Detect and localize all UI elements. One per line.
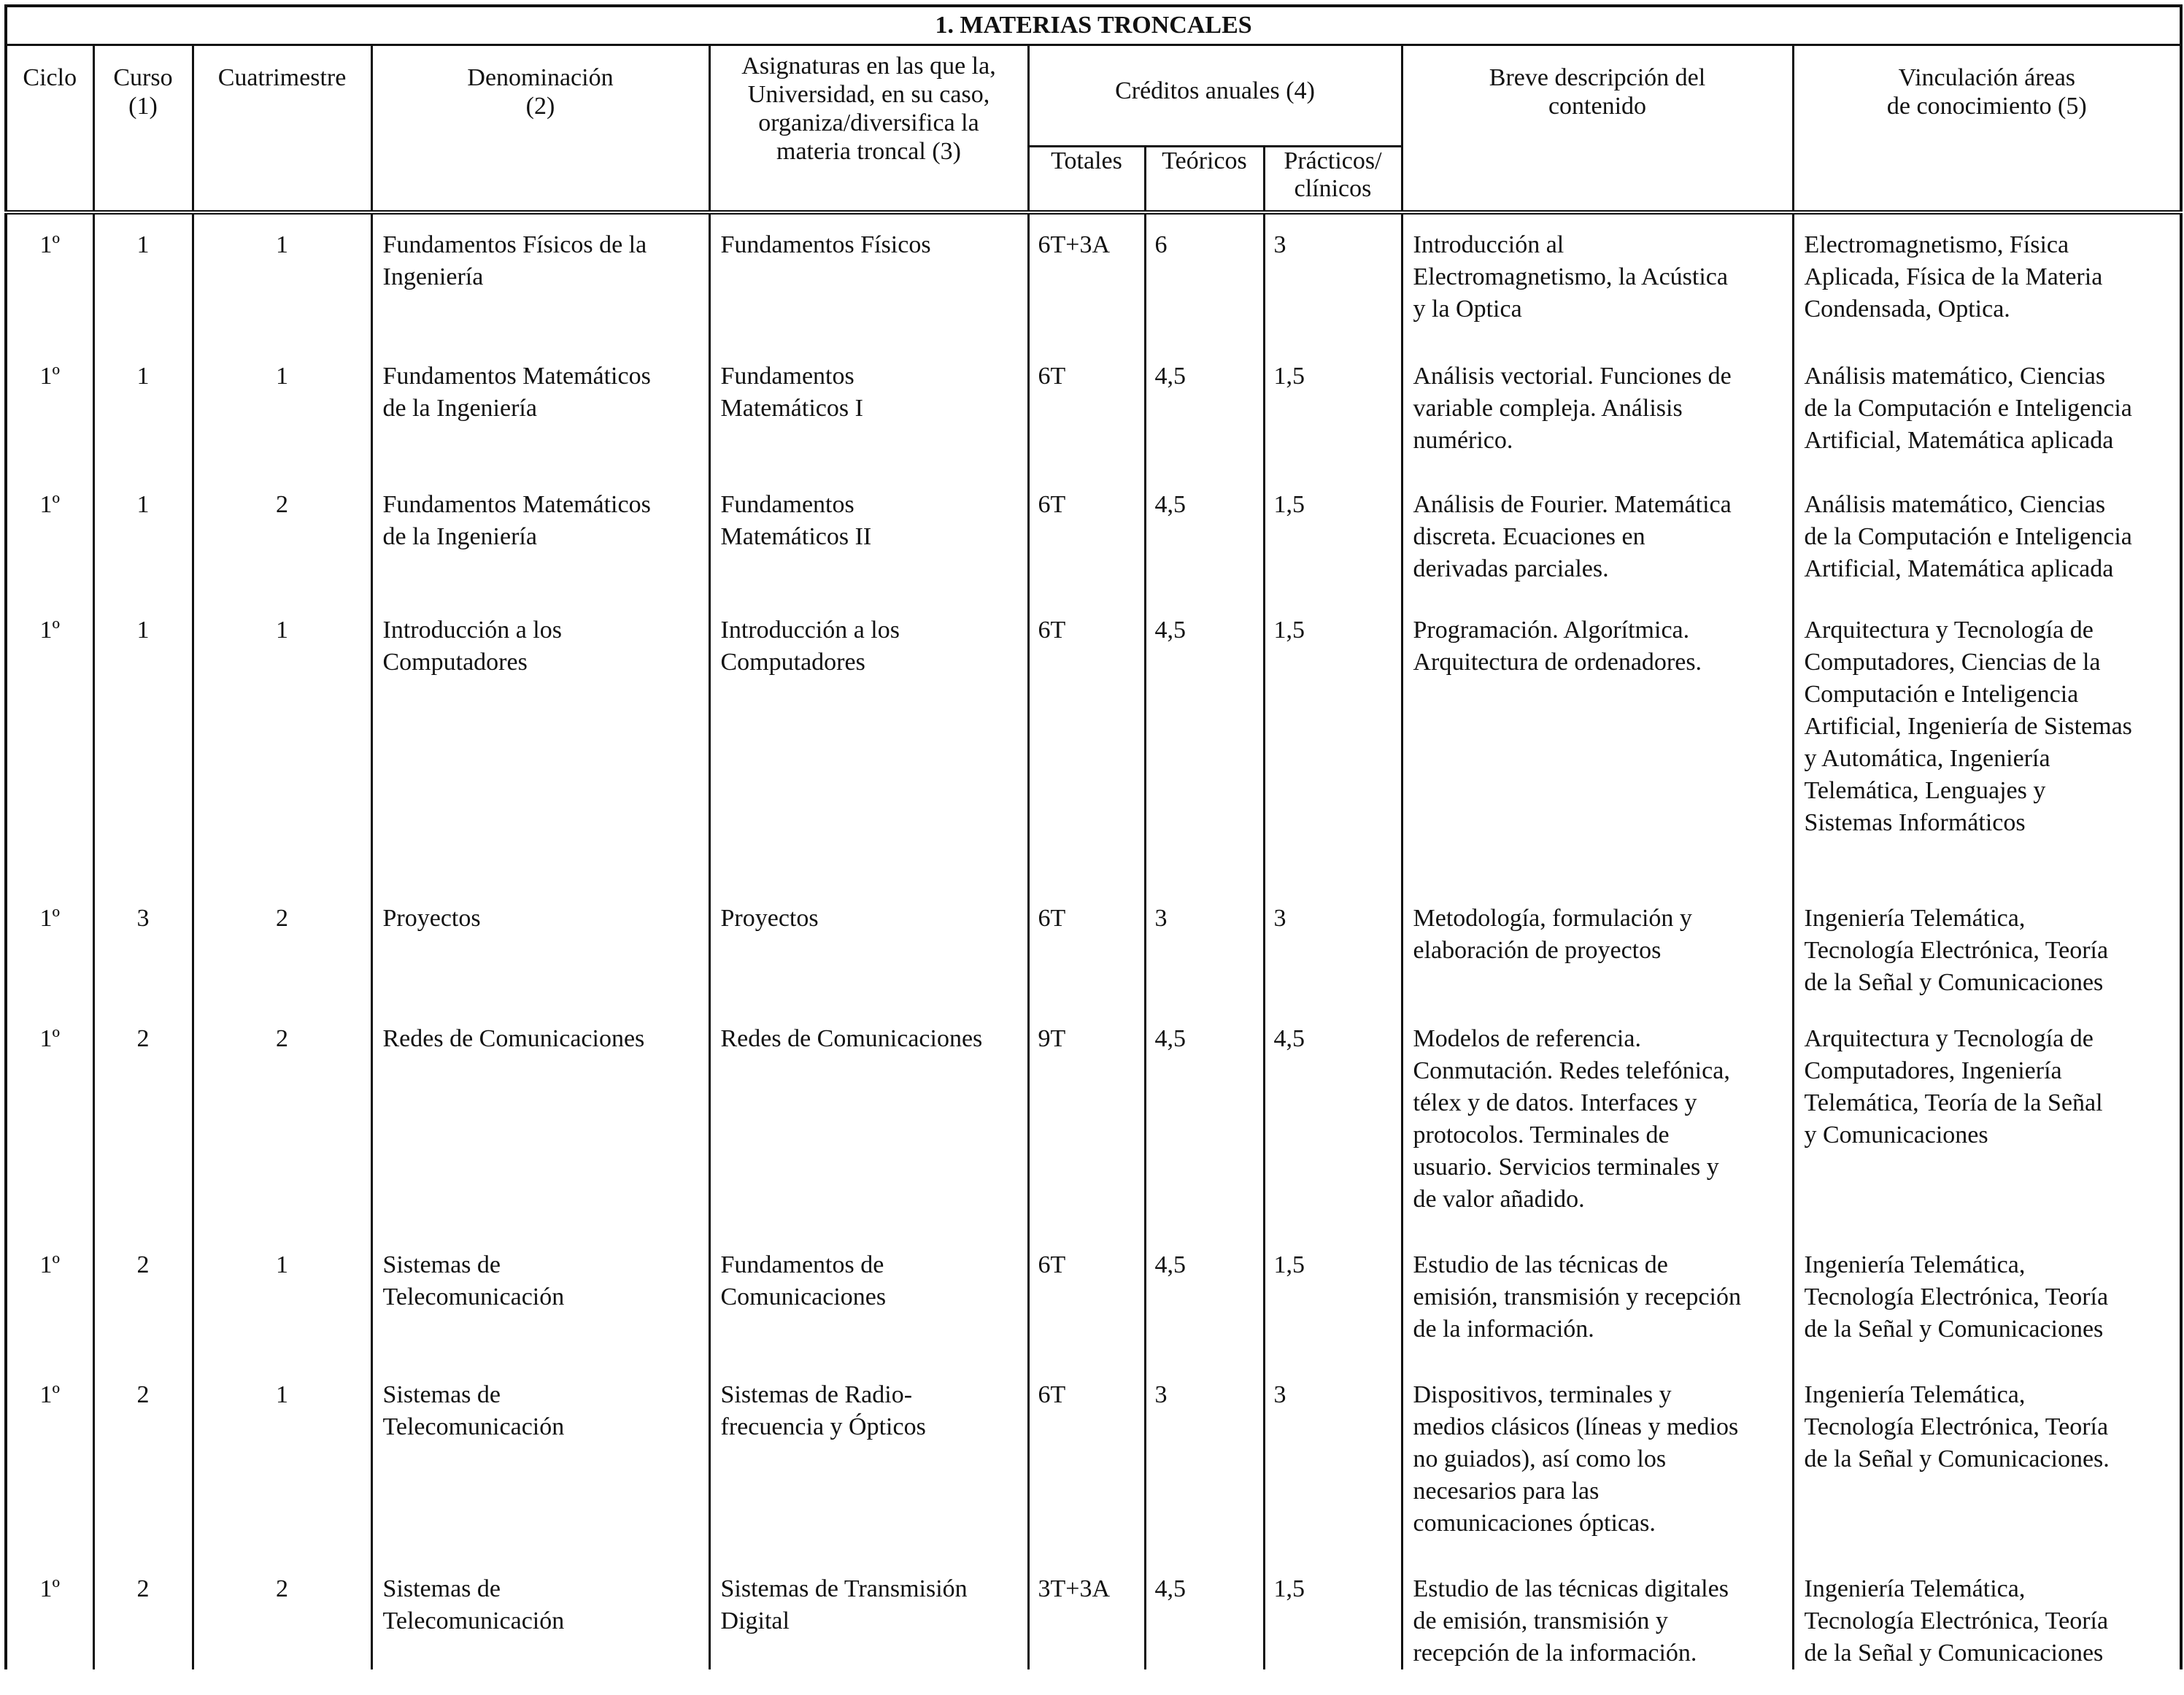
cell-teoricos: 4,5 (1145, 474, 1264, 600)
header-denominacion (371, 45, 709, 211)
cell-vinculacion-line: Aplicada, Física de la Materia (1804, 263, 2103, 290)
cell-vinculacion-line: Arquitectura y Tecnología de (1804, 617, 2094, 644)
header-creditos-label: Créditos anuales (4) (1115, 77, 1315, 104)
cell-descripcion (1402, 346, 1793, 474)
cell-vinculacion-line: Computadores, Ciencias de la (1804, 649, 2101, 676)
cell-descripcion-line: Arquitectura de ordenadores. (1413, 649, 1702, 676)
table-row (6, 346, 2181, 474)
cell-descripcion-line: Programación. Algorítmica. (1413, 617, 1690, 644)
cell-descripcion (1402, 888, 1793, 1008)
table-row (6, 1235, 2181, 1364)
cell-descripcion-line: emisión, transmisión y recepción (1413, 1283, 1741, 1310)
header-asignaturas-line4: materia troncal (3) (776, 138, 961, 165)
cell-descripcion-line: Introducción al (1413, 231, 1564, 258)
header-totales: Totales (1028, 147, 1145, 211)
cell-ciclo: 1º (6, 1559, 93, 1669)
table-title: 1. MATERIAS TRONCALES (6, 6, 2181, 45)
cell-asignatura (709, 888, 1028, 1008)
cell-totales: 3T+3A (1028, 1559, 1145, 1669)
cell-curso: 2 (93, 1559, 193, 1669)
cell-descripcion-line: usuario. Servicios terminales y (1413, 1154, 1719, 1181)
cell-vinculacion (1793, 888, 2181, 1008)
cell-practicos: 3 (1264, 212, 1402, 346)
cell-denominacion (371, 212, 709, 346)
cell-vinculacion (1793, 1364, 2181, 1559)
cell-asignatura (709, 346, 1028, 474)
cell-totales: 6T (1028, 1364, 1145, 1559)
cell-descripcion-line: Estudio de las técnicas digitales (1413, 1575, 1729, 1602)
cell-vinculacion-line: de la Señal y Comunicaciones (1804, 969, 2104, 996)
cell-descripcion (1402, 600, 1793, 888)
cell-asignatura-line: Redes de Comunicaciones (720, 1025, 983, 1052)
cell-curso: 2 (93, 1235, 193, 1364)
cell-cuatrimestre: 1 (193, 1364, 371, 1559)
cell-asignatura (709, 1235, 1028, 1364)
cell-asignatura (709, 1559, 1028, 1669)
cell-ciclo: 1º (6, 1235, 93, 1364)
cell-asignatura-line: Computadores (720, 649, 865, 676)
cell-curso: 2 (93, 1008, 193, 1235)
header-creditos (1028, 45, 1402, 147)
cell-vinculacion (1793, 1008, 2181, 1235)
cell-descripcion-line: derivadas parciales. (1413, 555, 1609, 582)
cell-descripcion-line: Modelos de referencia. (1413, 1025, 1641, 1052)
cell-denominacion (371, 1364, 709, 1559)
cell-descripcion-line: de emisión, transmisión y (1413, 1607, 1668, 1634)
cell-descripcion (1402, 1235, 1793, 1364)
cell-asignatura-line: Fundamentos Físicos (720, 231, 931, 258)
cell-asignatura-line: Sistemas de Radio- (720, 1381, 913, 1408)
cell-vinculacion-line: Telemática, Teoría de la Señal (1804, 1089, 2103, 1116)
header-asignaturas-line1: Asignaturas en las que la, (741, 53, 996, 80)
cell-vinculacion-line: de la Señal y Comunicaciones (1804, 1640, 2104, 1667)
cell-vinculacion (1793, 212, 2181, 346)
cell-asignatura-line: Matemáticos II (720, 523, 872, 550)
cell-vinculacion-line: Artificial, Matemática aplicada (1804, 427, 2114, 454)
header-curso-label: Curso (113, 64, 173, 91)
cell-denominacion-line: Redes de Comunicaciones (382, 1025, 645, 1052)
cell-vinculacion-line: Computación e Inteligencia (1804, 681, 2079, 708)
cell-descripcion-line: recepción de la información. (1413, 1640, 1697, 1667)
cell-denominacion-line: Fundamentos Matemáticos (382, 491, 651, 518)
cell-descripcion-line: Análisis de Fourier. Matemática (1413, 491, 1732, 518)
cell-vinculacion-line: Ingeniería Telemática, (1804, 905, 2026, 932)
cell-denominacion-line: Computadores (382, 649, 528, 676)
cell-descripcion-line: numérico. (1413, 427, 1513, 454)
cell-teoricos: 4,5 (1145, 1008, 1264, 1235)
cell-denominacion-line: Proyectos (382, 905, 481, 932)
table-row (6, 888, 2181, 1008)
cell-curso: 1 (93, 346, 193, 474)
cell-asignatura (709, 474, 1028, 600)
cell-ciclo: 1º (6, 1364, 93, 1559)
cell-asignatura-line: Matemáticos I (720, 395, 863, 422)
cell-denominacion-line: de la Ingeniería (382, 395, 537, 422)
cell-descripcion (1402, 212, 1793, 346)
cell-cuatrimestre: 1 (193, 346, 371, 474)
header-curso (93, 45, 193, 211)
cell-ciclo: 1º (6, 888, 93, 1008)
table-body (6, 212, 2181, 1669)
cell-vinculacion-line: Condensada, Optica. (1804, 296, 2010, 323)
cell-asignatura-line: Proyectos (720, 905, 819, 932)
cell-cuatrimestre: 1 (193, 212, 371, 346)
cell-practicos: 1,5 (1264, 600, 1402, 888)
cell-totales: 6T (1028, 474, 1145, 600)
materias-troncales-table (4, 4, 2183, 1669)
cell-descripcion-line: Estudio de las técnicas de (1413, 1251, 1668, 1278)
cell-practicos: 1,5 (1264, 1559, 1402, 1669)
cell-teoricos: 6 (1145, 212, 1264, 346)
cell-denominacion-line: Telecomunicación (382, 1283, 565, 1310)
cell-ciclo: 1º (6, 346, 93, 474)
cell-descripcion-line: de la información. (1413, 1316, 1594, 1343)
header-asignaturas-line2: Universidad, en su caso, (747, 81, 990, 108)
cell-ciclo: 1º (6, 474, 93, 600)
cell-denominacion-line: Telecomunicación (382, 1607, 565, 1634)
cell-ciclo: 1º (6, 1008, 93, 1235)
cell-vinculacion (1793, 600, 2181, 888)
table-row (6, 1559, 2181, 1669)
header-curso-note: (1) (128, 93, 158, 120)
cell-vinculacion-line: Tecnología Electrónica, Teoría (1804, 1607, 2109, 1634)
cell-asignatura-line: Fundamentos (720, 491, 854, 518)
cell-denominacion-line: Sistemas de (382, 1575, 501, 1602)
document-page (4, 4, 2180, 1691)
cell-asignatura-line: Sistemas de Transmisión (720, 1575, 968, 1602)
cell-vinculacion-line: Tecnología Electrónica, Teoría (1804, 1283, 2109, 1310)
cell-vinculacion-line: Tecnología Electrónica, Teoría (1804, 1413, 2109, 1440)
table-row (6, 1008, 2181, 1235)
cell-descripcion-line: Análisis vectorial. Funciones de (1413, 363, 1732, 390)
cell-descripcion-line: no guiados), así como los (1413, 1445, 1667, 1472)
cell-curso: 3 (93, 888, 193, 1008)
cell-vinculacion-line: de la Computación e Inteligencia (1804, 523, 2132, 550)
cell-vinculacion-line: y Automática, Ingeniería (1804, 745, 2050, 772)
header-vinculacion (1793, 45, 2181, 211)
table-row (6, 600, 2181, 888)
cell-cuatrimestre: 1 (193, 600, 371, 888)
cell-totales: 6T (1028, 346, 1145, 474)
header-descripcion-line2: contenido (1548, 93, 1647, 120)
header-ciclo (6, 45, 93, 211)
cell-curso: 2 (93, 1364, 193, 1559)
cell-asignatura-line: frecuencia y Ópticos (720, 1413, 926, 1440)
cell-descripcion-line: Conmutación. Redes telefónica, (1413, 1057, 1730, 1084)
cell-vinculacion (1793, 474, 2181, 600)
cell-curso: 1 (93, 600, 193, 888)
cell-practicos: 3 (1264, 888, 1402, 1008)
header-cuatrimestre-label: Cuatrimestre (217, 64, 347, 91)
cell-vinculacion-line: de la Señal y Comunicaciones (1804, 1316, 2104, 1343)
header-ciclo-label: Ciclo (23, 64, 77, 91)
cell-denominacion (371, 1235, 709, 1364)
table-row (6, 212, 2181, 346)
cell-vinculacion-line: y Comunicaciones (1804, 1121, 1988, 1148)
cell-cuatrimestre: 2 (193, 888, 371, 1008)
cell-descripcion (1402, 1559, 1793, 1669)
cell-vinculacion-line: Tecnología Electrónica, Teoría (1804, 937, 2109, 964)
cell-asignatura (709, 600, 1028, 888)
cell-descripcion-line: de valor añadido. (1413, 1186, 1585, 1213)
header-cuatrimestre (193, 45, 371, 211)
header-practicos (1264, 147, 1402, 211)
cell-denominacion-line: Introducción a los (382, 617, 562, 644)
cell-descripcion-line: protocolos. Terminales de (1413, 1121, 1670, 1148)
cell-asignatura (709, 1364, 1028, 1559)
header-vinculacion-line2: de conocimiento (5) (1886, 93, 2087, 120)
header-vinculacion-line1: Vinculación áreas (1898, 64, 2076, 91)
cell-teoricos: 4,5 (1145, 1559, 1264, 1669)
table-row (6, 474, 2181, 600)
cell-totales: 6T+3A (1028, 212, 1145, 346)
cell-vinculacion-line: Ingeniería Telemática, (1804, 1575, 2026, 1602)
cell-descripcion-line: medios clásicos (líneas y medios (1413, 1413, 1739, 1440)
cell-asignatura-line: Comunicaciones (720, 1283, 887, 1310)
cell-vinculacion-line: Ingeniería Telemática, (1804, 1381, 2026, 1408)
cell-asignatura-line: Fundamentos de (720, 1251, 884, 1278)
cell-descripcion (1402, 474, 1793, 600)
cell-vinculacion-line: Análisis matemático, Ciencias (1804, 491, 2106, 518)
cell-ciclo: 1º (6, 212, 93, 346)
cell-denominacion-line: Fundamentos Físicos de la (382, 231, 647, 258)
header-descripcion (1402, 45, 1793, 211)
cell-vinculacion-line: Telemática, Lenguajes y (1804, 777, 2046, 804)
header-asignaturas-line3: organiza/diversifica la (758, 109, 979, 136)
cell-denominacion-line: Telecomunicación (382, 1413, 565, 1440)
cell-vinculacion-line: Arquitectura y Tecnología de (1804, 1025, 2094, 1052)
cell-descripcion (1402, 1364, 1793, 1559)
cell-descripcion-line: necesarios para las (1413, 1478, 1600, 1505)
cell-ciclo: 1º (6, 600, 93, 888)
cell-descripcion-line: discreta. Ecuaciones en (1413, 523, 1645, 550)
cell-teoricos: 3 (1145, 1364, 1264, 1559)
cell-teoricos: 4,5 (1145, 600, 1264, 888)
cell-vinculacion-line: Análisis matemático, Ciencias (1804, 363, 2106, 390)
cell-descripcion-line: Metodología, formulación y (1413, 905, 1692, 932)
cell-vinculacion (1793, 1235, 2181, 1364)
header-asignaturas (709, 45, 1028, 211)
cell-totales: 9T (1028, 1008, 1145, 1235)
cell-practicos: 4,5 (1264, 1008, 1402, 1235)
cell-denominacion-line: Ingeniería (382, 263, 484, 290)
cell-denominacion-line: de la Ingeniería (382, 523, 537, 550)
cell-curso: 1 (93, 212, 193, 346)
header-denominacion-note: (2) (525, 93, 555, 120)
cell-asignatura (709, 212, 1028, 346)
cell-denominacion (371, 474, 709, 600)
cell-teoricos: 4,5 (1145, 1235, 1264, 1364)
cell-descripcion-line: Electromagnetismo, la Acústica (1413, 263, 1728, 290)
cell-cuatrimestre: 2 (193, 1008, 371, 1235)
cell-cuatrimestre: 1 (193, 1235, 371, 1364)
cell-denominacion (371, 888, 709, 1008)
cell-asignatura-line: Digital (720, 1607, 790, 1634)
cell-teoricos: 4,5 (1145, 346, 1264, 474)
cell-descripcion-line: télex y de datos. Interfaces y (1413, 1089, 1697, 1116)
header-descripcion-line1: Breve descripción del (1489, 64, 1706, 91)
cell-asignatura (709, 1008, 1028, 1235)
cell-vinculacion-line: de la Señal y Comunicaciones. (1804, 1445, 2110, 1472)
cell-practicos: 1,5 (1264, 1235, 1402, 1364)
cell-denominacion (371, 346, 709, 474)
cell-denominacion-line: Sistemas de (382, 1381, 501, 1408)
cell-denominacion (371, 600, 709, 888)
cell-denominacion-line: Fundamentos Matemáticos (382, 363, 651, 390)
cell-vinculacion-line: de la Computación e Inteligencia (1804, 395, 2132, 422)
cell-descripcion-line: Dispositivos, terminales y (1413, 1381, 1672, 1408)
cell-vinculacion-line: Artificial, Matemática aplicada (1804, 555, 2114, 582)
cell-vinculacion-line: Artificial, Ingeniería de Sistemas (1804, 713, 2132, 740)
cell-descripcion-line: elaboración de proyectos (1413, 937, 1662, 964)
cell-teoricos: 3 (1145, 888, 1264, 1008)
header-denominacion-label: Denominación (467, 64, 614, 91)
cell-practicos: 3 (1264, 1364, 1402, 1559)
cell-denominacion (371, 1008, 709, 1235)
cell-practicos: 1,5 (1264, 346, 1402, 474)
cell-descripcion-line: y la Optica (1413, 296, 1522, 323)
cell-practicos: 1,5 (1264, 474, 1402, 600)
table-row (6, 1364, 2181, 1559)
cell-asignatura-line: Fundamentos (720, 363, 854, 390)
cell-vinculacion (1793, 346, 2181, 474)
cell-descripcion-line: variable compleja. Análisis (1413, 395, 1683, 422)
cell-totales: 6T (1028, 888, 1145, 1008)
cell-denominacion (371, 1559, 709, 1669)
cell-descripcion (1402, 1008, 1793, 1235)
cell-denominacion-line: Sistemas de (382, 1251, 501, 1278)
header-practicos-line2: clínicos (1294, 175, 1372, 202)
cell-cuatrimestre: 2 (193, 474, 371, 600)
cell-vinculacion-line: Sistemas Informáticos (1804, 809, 2026, 836)
cell-totales: 6T (1028, 1235, 1145, 1364)
cell-vinculacion (1793, 1559, 2181, 1669)
cell-totales: 6T (1028, 600, 1145, 888)
cell-curso: 1 (93, 474, 193, 600)
header-teoricos: Teóricos (1145, 147, 1264, 211)
cell-cuatrimestre: 2 (193, 1559, 371, 1669)
header-practicos-line1: Prácticos/ (1284, 147, 1382, 174)
cell-vinculacion-line: Ingeniería Telemática, (1804, 1251, 2026, 1278)
cell-vinculacion-line: Electromagnetismo, Física (1804, 231, 2069, 258)
cell-vinculacion-line: Computadores, Ingeniería (1804, 1057, 2062, 1084)
cell-asignatura-line: Introducción a los (720, 617, 900, 644)
cell-descripcion-line: comunicaciones ópticas. (1413, 1510, 1656, 1537)
